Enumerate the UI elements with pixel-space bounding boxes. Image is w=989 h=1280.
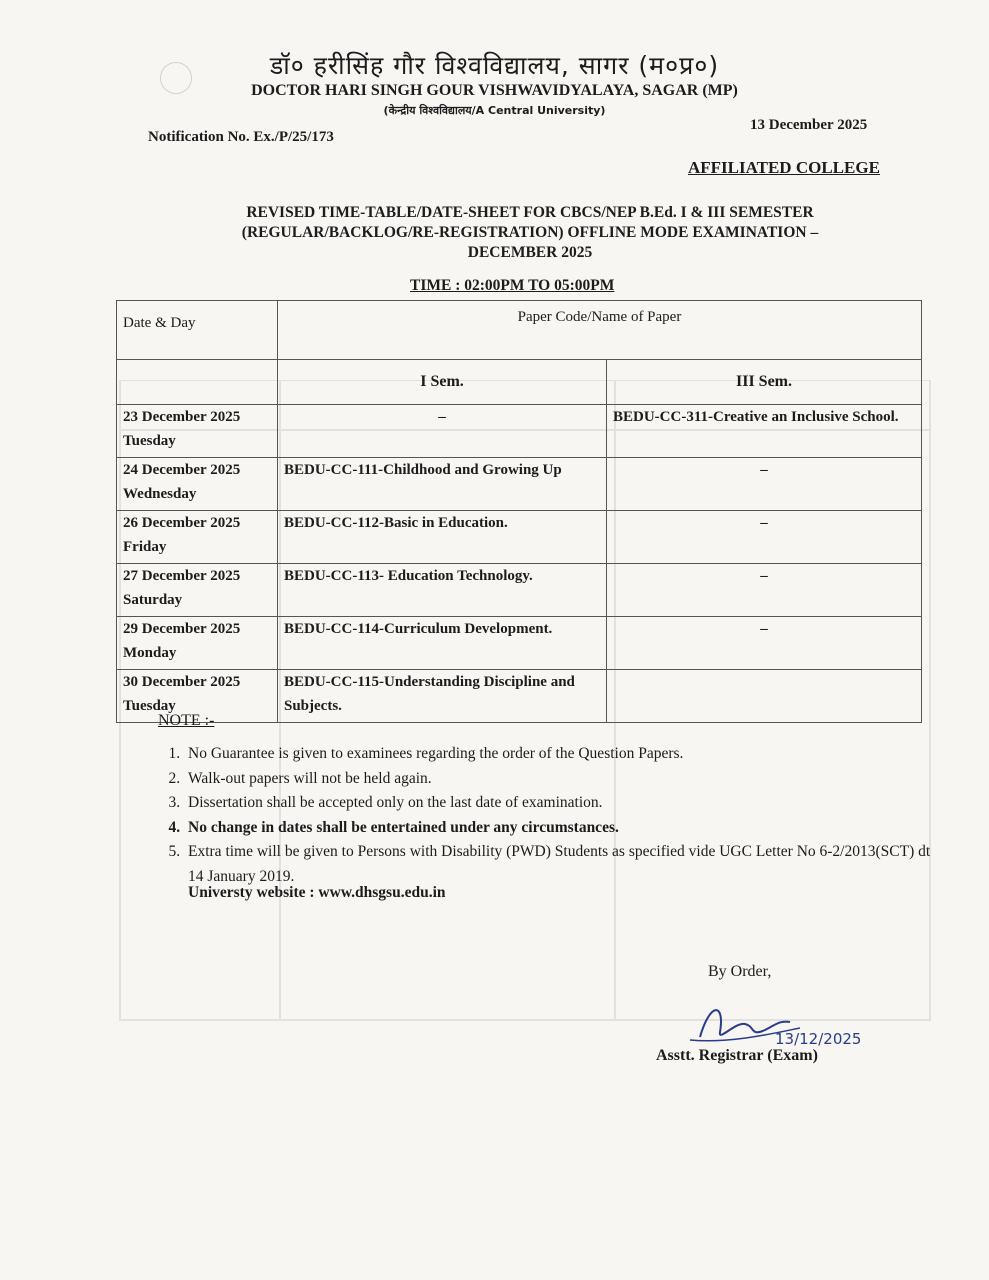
note-item: 2. Walk-out papers will not be held again. bbox=[184, 767, 949, 792]
sem3-paper: – bbox=[607, 564, 922, 617]
exam-day: Tuesday bbox=[123, 698, 176, 714]
paper-header: Paper Code/Name of Paper bbox=[278, 301, 922, 360]
notes-list bbox=[158, 742, 949, 889]
sem1-paper: BEDU-CC-112-Basic in Education. bbox=[278, 511, 607, 564]
university-name-english: DOCTOR HARI SINGH GOUR VISHWAVIDYALAYA, SAGAR (MP) bbox=[251, 82, 738, 99]
table-subheader-row bbox=[117, 360, 922, 405]
exam-time: TIME : 02:00PM TO 05:00PM bbox=[410, 277, 615, 294]
note-item: 1. No Guarantee is given to examinees regarding the order of the Question Papers. bbox=[184, 742, 949, 767]
document-title bbox=[130, 203, 930, 263]
note-heading: NOTE :- bbox=[158, 712, 215, 729]
title-line: REVISED TIME-TABLE/DATE-SHEET FOR CBCS/NEP B.Ed. I & III SEMESTER bbox=[246, 204, 814, 221]
notification-date: 13 December 2025 bbox=[750, 117, 868, 133]
exam-date: 29 December 2025 bbox=[123, 621, 241, 637]
note-item: 4. No change in dates shall be entertained under any circumstances. bbox=[184, 816, 949, 841]
table-row bbox=[117, 405, 922, 458]
university-name-hindi: डॉ० हरीसिंह गौर विश्वविद्यालय, सागर (म०प्र०) bbox=[269, 51, 720, 80]
table-row bbox=[117, 670, 922, 723]
date-cell bbox=[117, 564, 278, 617]
date-cell bbox=[117, 617, 278, 670]
notification-number: Notification No. Ex./P/25/173 bbox=[148, 129, 334, 145]
sem3-header: III Sem. bbox=[607, 360, 922, 405]
date-cell bbox=[117, 511, 278, 564]
sem1-header: I Sem. bbox=[278, 360, 607, 405]
sem1-paper: BEDU-CC-115-Understanding Discipline and Subjects. bbox=[278, 670, 607, 723]
exam-date: 24 December 2025 bbox=[123, 462, 241, 478]
sem1-paper: – bbox=[278, 405, 607, 458]
date-cell bbox=[117, 405, 278, 458]
exam-date: 30 December 2025 bbox=[123, 674, 241, 690]
table-row bbox=[117, 617, 922, 670]
title-line: (REGULAR/BACKLOG/RE-REGISTRATION) OFFLINE MODE EXAMINATION – bbox=[241, 224, 819, 241]
title-line: DECEMBER 2025 bbox=[467, 244, 593, 261]
exam-day: Friday bbox=[123, 539, 167, 555]
exam-date: 26 December 2025 bbox=[123, 515, 241, 531]
sem1-paper: BEDU-CC-111-Childhood and Growing Up bbox=[278, 458, 607, 511]
exam-day: Tuesday bbox=[123, 433, 176, 449]
university-subtitle: (केन्द्रीय विश्वविद्यालय/A Central University) bbox=[383, 104, 606, 117]
university-website: Universty website : www.dhsgsu.edu.in bbox=[188, 884, 446, 901]
sem1-paper: BEDU-CC-114-Curriculum Development. bbox=[278, 617, 607, 670]
sem3-paper bbox=[607, 670, 922, 723]
sem3-paper: – bbox=[607, 511, 922, 564]
sem1-paper: BEDU-CC-113- Education Technology. bbox=[278, 564, 607, 617]
signature-date: 13/12/2025 bbox=[775, 1030, 862, 1048]
exam-date: 23 December 2025 bbox=[123, 409, 241, 425]
exam-day: Wednesday bbox=[123, 486, 197, 502]
empty-cell bbox=[117, 360, 278, 405]
exam-day: Saturday bbox=[123, 592, 183, 608]
table-row bbox=[117, 511, 922, 564]
table-header-row bbox=[117, 301, 922, 360]
table-row bbox=[117, 564, 922, 617]
date-day-header: Date & Day bbox=[117, 301, 278, 360]
signature-image bbox=[680, 992, 880, 1052]
affiliated-college-heading: AFFILIATED COLLEGE bbox=[688, 158, 880, 177]
exam-day: Monday bbox=[123, 645, 177, 661]
by-order: By Order, bbox=[708, 963, 772, 980]
exam-date: 27 December 2025 bbox=[123, 568, 241, 584]
note-item: 5. Extra time will be given to Persons with Disability (PWD) Students as specified vide UGC Letter No 6-2/2013(SCT) dt 14 January 2019. bbox=[184, 840, 949, 889]
signatory-designation: Asstt. Registrar (Exam) bbox=[656, 1047, 818, 1064]
date-cell bbox=[117, 458, 278, 511]
table-row bbox=[117, 458, 922, 511]
sem3-paper: – bbox=[607, 458, 922, 511]
timetable bbox=[116, 300, 922, 723]
sem3-paper: BEDU-CC-311-Creative an Inclusive School. bbox=[607, 405, 922, 458]
note-item: 3. Dissertation shall be accepted only on the last date of examination. bbox=[184, 791, 949, 816]
sem3-paper: – bbox=[607, 617, 922, 670]
